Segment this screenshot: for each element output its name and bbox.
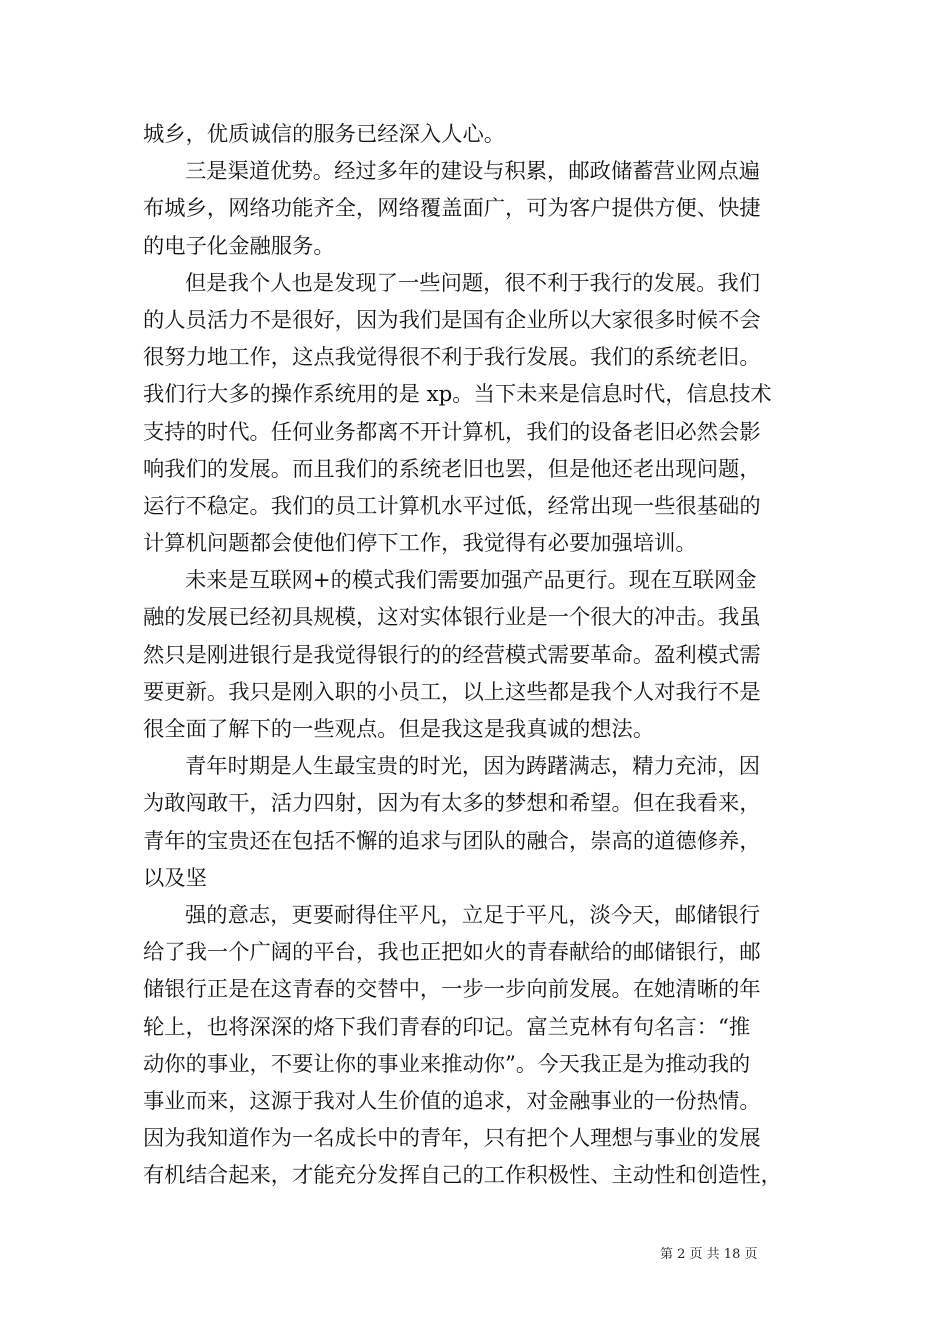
text-line: 要更新。我只是刚入职的小员工，以上这些都是我个人对我行不是 <box>143 679 761 705</box>
page-number-label: 第 2 页 共 18 页 <box>660 1247 758 1262</box>
text-line: 支持的时代。任何业务都离不开计算机，我们的设备老旧必然会影 <box>143 419 761 445</box>
text-line: 城乡，优质诚信的服务已经深入人心。 <box>143 122 506 147</box>
text-line: 为敢闯敢干，活力四射，因为有太多的梦想和希望。但在我看来， <box>143 791 761 817</box>
text-line: 我们行大多的操作系统用的是 xp。当下未来是信息时代，信息技术 <box>143 382 772 408</box>
text-line: 布城乡，网络功能齐全，网络覆盖面广，可为客户提供方便、快捷 <box>143 196 761 222</box>
text-line: 很全面了解下的一些观点。但是我这是我真诚的想法。 <box>143 717 655 742</box>
text-line: 给了我一个广阔的平台，我也正把如火的青春献给的邮储银行，邮 <box>143 940 761 966</box>
text-line: 因为我知道作为一名成长中的青年，只有把个人理想与事业的发展 <box>143 1126 761 1152</box>
text-line: 储银行正是在这青春的交替中，一步一步向前发展。在她清晰的年 <box>143 977 761 1003</box>
text-line: 但是我个人也是发现了一些问题，很不利于我行的发展。我们 <box>185 270 761 296</box>
text-line: 轮上，也将深深的烙下我们青春的印记。富兰克林有句名言：“推 <box>143 1014 751 1040</box>
page-number-footer <box>660 1243 820 1262</box>
text-line: 强的意志，更要耐得住平凡，立足于平凡，淡今天，邮储银行 <box>185 902 761 928</box>
document-body <box>143 116 815 1194</box>
text-line: 然只是刚进银行是我觉得银行的的经营模式需要革命。盈利模式需 <box>143 642 761 668</box>
text-line: 以及坚 <box>143 865 207 891</box>
text-line: 青年的宝贵还在包括不懈的追求与团队的融合，崇高的道德修养， <box>143 828 761 854</box>
text-line: 运行不稳定。我们的员工计算机水平过低，经常出现一些很基础的 <box>143 493 761 519</box>
text-line: 动你的事业，不要让你的事业来推动你”。今天我正是为推动我的 <box>143 1051 751 1077</box>
text-line: 的电子化金融服务。 <box>143 233 335 259</box>
text-line: 响我们的发展。而且我们的系统老旧也罢，但是他还老出现问题， <box>143 456 761 482</box>
text-line: 三是渠道优势。经过多年的建设与积累，邮政储蓄营业网点遍 <box>185 159 761 185</box>
text-line: 有机结合起来，才能充分发挥自己的工作积极性、主动性和创造性， <box>143 1163 782 1189</box>
text-line: 事业而来，这源于我对人生价值的追求，对金融事业的一份热情。 <box>143 1088 761 1114</box>
text-line: 融的发展已经初具规模，这对实体银行业是一个很大的冲击。我虽 <box>143 605 761 631</box>
text-line: 很努力地工作，这点我觉得很不利于我行发展。我们的系统老旧。 <box>143 345 761 371</box>
text-line: 计算机问题都会使他们停下工作，我觉得有必要加强培训。 <box>143 531 697 557</box>
text-line: 青年时期是人生最宝贵的时光，因为踌躇满志，精力充沛，因 <box>185 754 761 780</box>
text-line: 的人员活力不是很好，因为我们是国有企业所以大家很多时候不会 <box>143 307 761 333</box>
text-line: 未来是互联网+的模式我们需要加强产品更行。现在互联网金 <box>185 568 757 594</box>
body-text <box>143 116 815 1194</box>
